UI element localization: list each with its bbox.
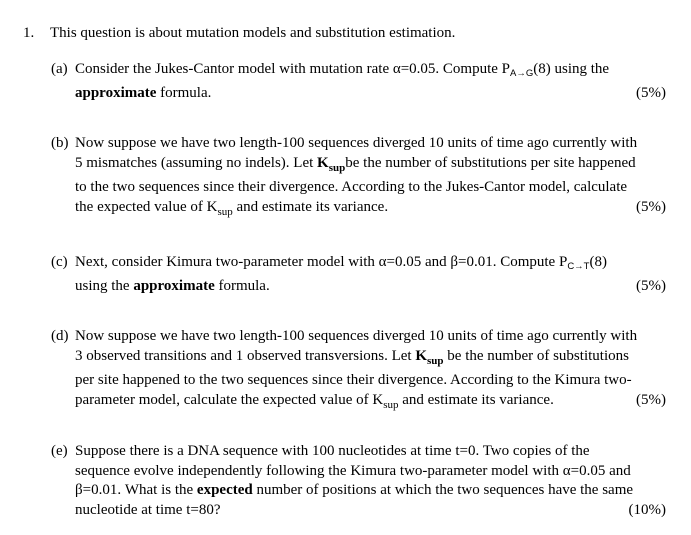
part-b (51, 134, 666, 222)
text-span: and estimate its variance. (398, 391, 554, 408)
part-body (75, 442, 666, 520)
part-line (75, 347, 666, 372)
part-c (51, 253, 666, 296)
part-line (75, 60, 666, 84)
text-span: 3 observed transitions and 1 observed transversions. Let (75, 347, 416, 364)
bold-text: expected (196, 482, 253, 498)
part-label: (d) (51, 328, 69, 344)
text-span: (8) using the (533, 61, 610, 77)
part-body (75, 134, 666, 222)
points-value: (5%) (636, 277, 666, 294)
part-e (51, 442, 666, 520)
part-line: Now suppose we have two length-100 sequences diverged 10 units of time ago currently with (75, 328, 638, 344)
subscript: sup (217, 205, 233, 218)
question-header (23, 24, 455, 42)
part-line: sequence evolve independently following the Kimura two-parameter model with α=0.05 and (75, 462, 631, 479)
points-value: (5%) (636, 391, 666, 408)
part-line (75, 391, 666, 416)
question-title: This question is about mutation models and substitution estimation. (50, 25, 456, 41)
text-span: β=0.01. What is the (75, 482, 197, 498)
subscript: sup (328, 161, 346, 174)
part-line (75, 501, 666, 521)
text-span: and estimate its variance. (232, 198, 389, 215)
text-span: 5 mismatches (assuming no indels). Let (75, 154, 318, 171)
question-number: 1. (23, 25, 35, 41)
part-label: (a) (51, 61, 68, 77)
part-label: (e) (51, 443, 68, 459)
points-value: (5%) (636, 198, 666, 215)
text-span: formula. (156, 84, 212, 101)
bold-text: approximate (133, 277, 215, 294)
points-value: (5%) (636, 84, 666, 101)
part-line: per site happened to the two sequences since their divergence. According to the Kimura two- (75, 372, 632, 388)
text-span: Consider the Jukes-Cantor model with mutation rate α=0.05. Compute P (75, 61, 511, 77)
subscript: sup (427, 354, 444, 367)
k-symbol: K (415, 347, 428, 364)
points-value: (10%) (628, 501, 666, 518)
text-span: nucleotide at time t=80? (75, 501, 221, 518)
part-line (75, 198, 666, 223)
text-span: the expected value of K (75, 198, 218, 215)
part-line (75, 277, 666, 297)
part-d (51, 327, 666, 415)
k-symbol: K (317, 154, 329, 171)
part-line (75, 154, 666, 179)
part-line (75, 481, 666, 501)
part-a (51, 60, 666, 103)
text-span: parameter model, calculate the expected value of K (75, 391, 384, 408)
bold-text: approximate (75, 84, 157, 101)
subscript: sup (383, 398, 399, 411)
part-label: (c) (51, 254, 68, 270)
text-span: be the number of substitutions per site happened (345, 154, 636, 171)
text-span: Next, consider Kimura two-parameter model with α=0.05 and β=0.01. Compute P (75, 254, 568, 270)
subscript: C→T (567, 261, 590, 272)
text-span: be the number of substitutions (443, 347, 629, 364)
part-line: Now suppose we have two length-100 sequences diverged 10 units of time ago currently with (75, 135, 638, 151)
text-span: formula. (214, 277, 270, 294)
text-span: using the (75, 277, 134, 294)
part-line: Suppose there is a DNA sequence with 100 nucleotides at time t=0. Two copies of the (75, 443, 590, 459)
part-body (75, 253, 666, 296)
part-label: (b) (51, 135, 69, 151)
part-body (75, 327, 666, 415)
text-span: number of positions at which the two sequences have the same (252, 482, 634, 498)
part-body (75, 60, 666, 103)
part-line (75, 84, 666, 104)
part-line: to the two sequences since their divergence. According to the Jukes-Cantor model, calculate (75, 179, 628, 195)
subscript: A→G (510, 68, 534, 79)
part-line (75, 253, 666, 277)
text-span: (8) (589, 254, 607, 270)
